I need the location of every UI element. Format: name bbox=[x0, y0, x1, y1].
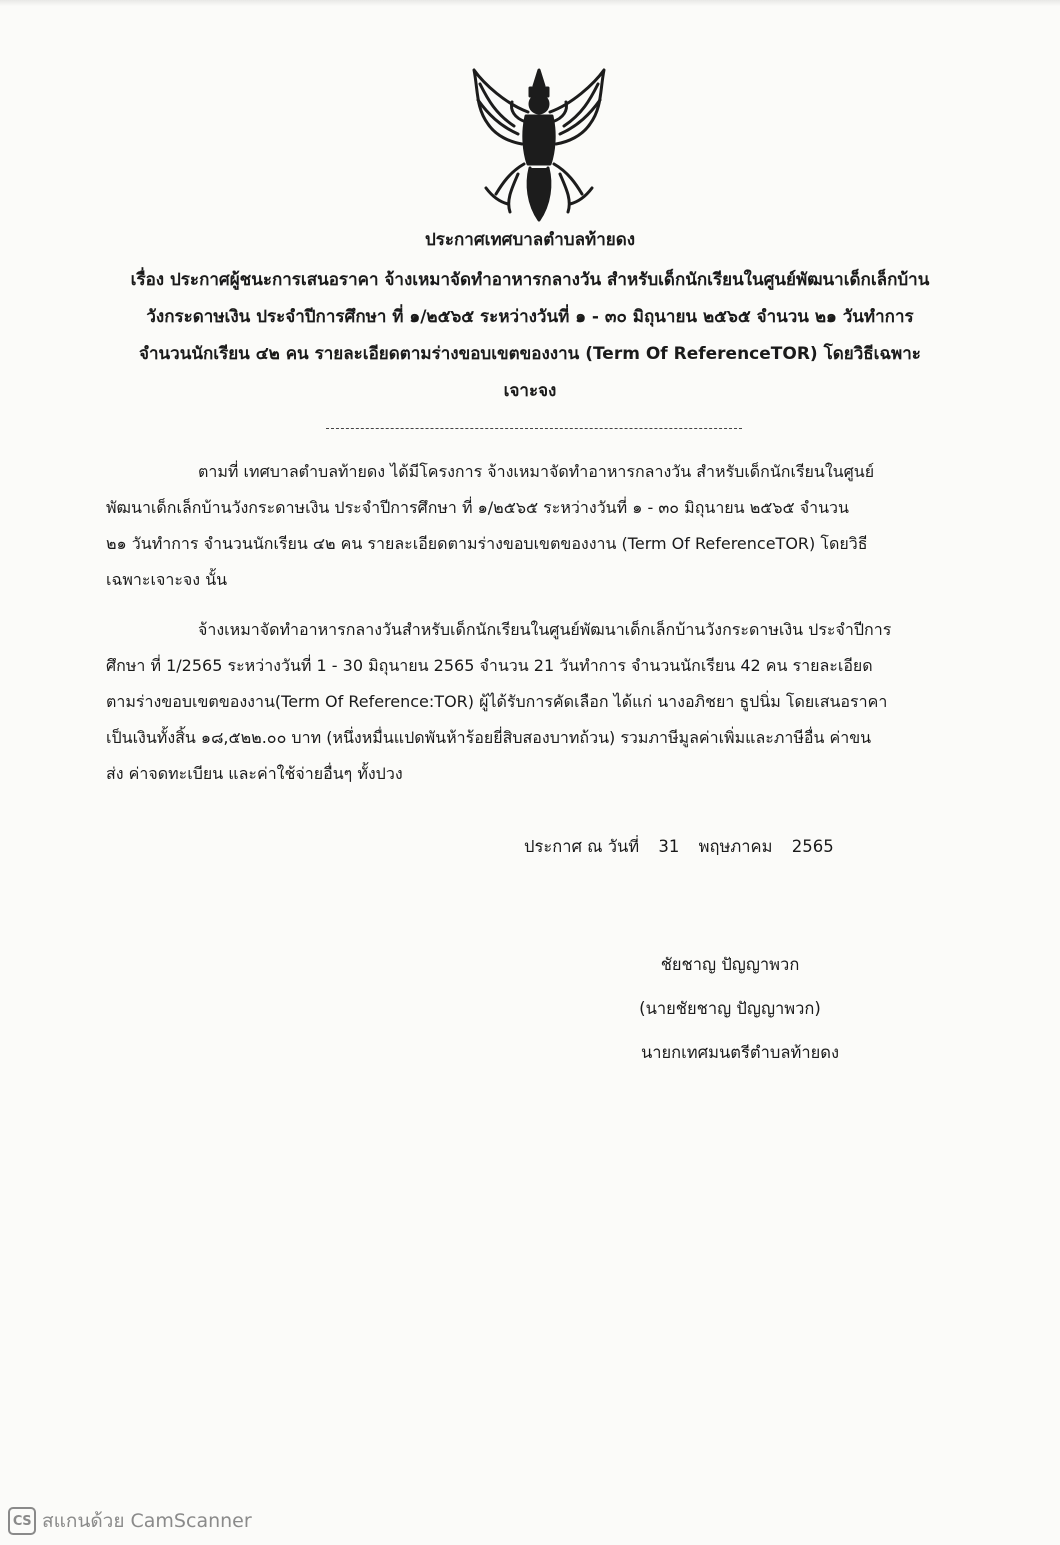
paragraph-background bbox=[106, 454, 952, 598]
paragraph-line: ตามร่างขอบเขตของงาน(Term Of Reference:TOR) ผู้ได้รับการคัดเลือก ได้แก่ นางอภิชยา ธูปนิ่ม โดยเสนอราคา bbox=[106, 692, 888, 711]
signatory-full-name: (นายชัยชาญ ปัญญาพวก) bbox=[639, 999, 821, 1018]
paragraph-line: ตามที่ เทศบาลตำบลท้ายดง ได้มีโครงการ จ้างเหมาจัดทำอาหารกลางวัน สำหรับเด็กนักเรียนในศูนย์ bbox=[198, 462, 875, 481]
paragraph-award bbox=[106, 612, 952, 792]
camscanner-logo-icon: CS bbox=[8, 1507, 36, 1535]
date-year: 2565 bbox=[791, 837, 834, 856]
paragraph-line: จ้างเหมาจัดทำอาหารกลางวันสำหรับเด็กนักเรียนในศูนย์พัฒนาเด็กเล็กบ้านวังกระดาษเงิน ประจำปีการ bbox=[198, 620, 892, 639]
announcement-title: ประกาศเทศบาลตำบลท้ายดง bbox=[424, 230, 636, 250]
subject-line: เจาะจง bbox=[503, 381, 557, 401]
subject-line: วังกระดาษเงิน ประจำปีการศึกษา ที่ ๑/๒๕๖๕ ระหว่างวันที่ ๑ - ๓๐ มิถุนายน ๒๕๖๕ จำนวน ๒๑ วันทำการ bbox=[146, 307, 914, 327]
signatory-position: นายกเทศมนตรีตำบลท้ายดง bbox=[640, 1043, 840, 1062]
date-day: 31 bbox=[658, 837, 680, 856]
paragraph-line: ๒๑ วันทำการ จำนวนนักเรียน ๔๒ คน รายละเอียดตามร่างขอบเขตของงาน (Term Of ReferenceTOR) โดยวิธี bbox=[106, 534, 868, 553]
date-prefix: ประกาศ ณ วันที่ bbox=[524, 837, 640, 856]
announcement-subject bbox=[100, 262, 960, 410]
paragraph-line: พัฒนาเด็กเล็กบ้านวังกระดาษเงิน ประจำปีการศึกษา ที่ ๑/๒๕๖๕ ระหว่างวันที่ ๑ - ๓๐ มิถุนายน ๒๕๖๕ จำนวน bbox=[106, 498, 849, 517]
paragraph-line: ศึกษา ที่ 1/2565 ระหว่างวันที่ 1 - 30 มิถุนายน 2565 จำนวน 21 วันทำการ จำนวนนักเรียน 42 คน รายละเอียด bbox=[106, 656, 873, 675]
camscanner-watermark bbox=[8, 1504, 252, 1538]
garuda-emblem-icon bbox=[466, 64, 612, 224]
paragraph-line: เป็นเงินทั้งสิ้น ๑๘,๕๒๒.๐๐ บาท (หนึ่งหมื่นแปดพันห้าร้อยยี่สิบสองบาทถ้วน) รวมภาษีมูลค่าเพิ่มและภาษีอื่น ค่าขน bbox=[106, 728, 872, 747]
subject-line: เรื่อง ประกาศผู้ชนะการเสนอราคา จ้างเหมาจัดทำอาหารกลางวัน สำหรับเด็กนักเรียนในศูนย์พัฒนาเด็กเล็กบ้าน bbox=[130, 270, 930, 290]
paragraph-line: เฉพาะเจาะจง นั้น bbox=[106, 570, 228, 589]
subject-line: จำนวนนักเรียน ๔๒ คน รายละเอียดตามร่างขอบเขตของงาน (Term Of ReferenceTOR) โดยวิธีเฉพาะ bbox=[139, 344, 921, 364]
announcement-date bbox=[524, 834, 848, 860]
scan-edge bbox=[0, 0, 1060, 6]
watermark-text: สแกนด้วย CamScanner bbox=[42, 1510, 252, 1532]
signature-name: ชัยชาญ ปัญญาพวก bbox=[660, 955, 800, 974]
date-month: พฤษภาคม bbox=[698, 837, 773, 856]
paragraph-line: ส่ง ค่าจดทะเบียน และค่าใช้จ่ายอื่นๆ ทั้งปวง bbox=[106, 764, 403, 783]
dashed-divider bbox=[326, 428, 742, 429]
